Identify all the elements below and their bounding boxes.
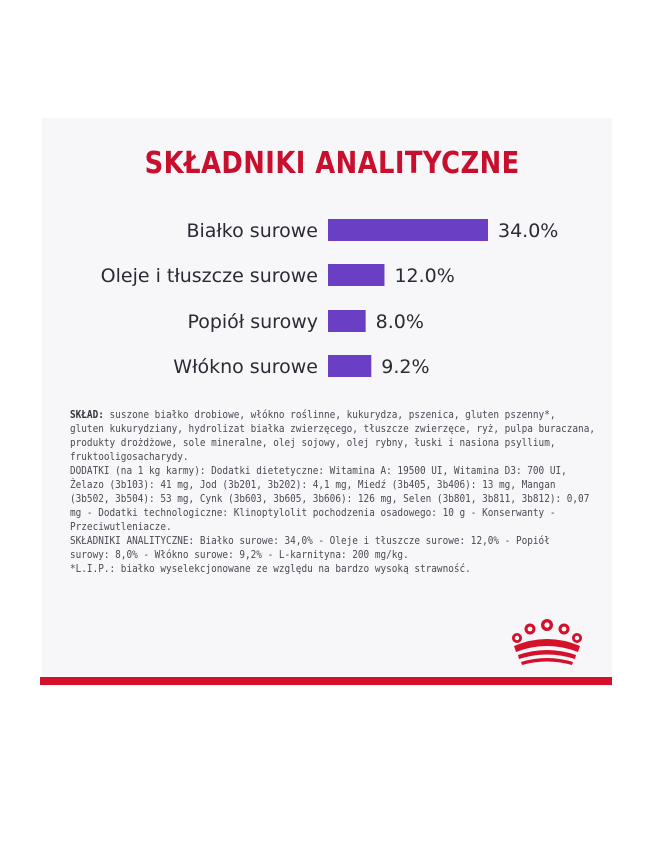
composition-line — [70, 408, 556, 422]
composition-line-text: fruktooligosacharydy. — [70, 451, 189, 463]
composition-line-text: surowy: 8,0% - Włókno surowe: 9,2% - L-karnityna: 200 mg/kg. — [70, 549, 409, 561]
composition-line — [70, 562, 539, 576]
composition-line — [70, 450, 539, 464]
composition-line-text: *L.I.P.: białko wyselekcjonowane ze względu na bardzo wysoką strawność. — [70, 563, 471, 575]
category-label: Białko surowe — [186, 220, 318, 242]
composition-line — [70, 436, 556, 450]
composition-line — [70, 534, 550, 548]
footer-red-stripe — [40, 677, 612, 685]
bar — [328, 219, 488, 241]
composition-line — [70, 464, 567, 478]
category-label: Włókno surowe — [173, 356, 318, 378]
composition-line — [70, 492, 590, 506]
composition-line-text: (3b502, 3b504): 53 mg, Cynk (3b603, 3b605, 3b606): 126 mg, Selen (3b801, 3b811, 3b812): 0,07 — [70, 493, 590, 505]
composition-line-text: Żelazo (3b103): 41 mg, Jod (3b201, 3b202): 4,1 mg, Miedź (3b405, 3b406): 13 mg, Mangan — [70, 479, 556, 491]
bar — [328, 264, 384, 286]
composition-line — [70, 478, 556, 492]
value-label: 8.0% — [375, 311, 424, 333]
chart-title: SKŁADNIKI ANALITYCZNE — [144, 146, 520, 181]
composition-line-text: DODATKI (na 1 kg karmy): Dodatki dietetyczne: Witamina A: 19500 UI, Witamina D3: 700 UI, — [70, 465, 567, 477]
composition-line-text: Przeciwutleniacze. — [70, 521, 172, 533]
value-label: 34.0% — [498, 220, 559, 242]
composition-line — [70, 506, 556, 520]
analytical-components-bar-chart — [0, 0, 666, 400]
value-label: 9.2% — [381, 356, 430, 378]
bar — [328, 310, 366, 332]
composition-line-text: produkty drożdżowe, sole mineralne, olej sojowy, olej rybny, łuski i nasiona psyllium, — [70, 437, 556, 449]
composition-heading: SKŁAD: — [70, 409, 104, 421]
bar — [328, 355, 371, 377]
composition-line-text: gluten kukurydziany, hydrolizat białka zwierzęcego, tłuszcze zwierzęce, ryż, pulpa buraczana, — [70, 423, 596, 435]
composition-line — [70, 422, 596, 436]
royal-canin-crown-icon — [508, 618, 586, 666]
composition-line-text: suszone białko drobiowe, włókno roślinne, kukurydza, pszenica, gluten pszenny*, — [103, 409, 556, 421]
value-label: 12.0% — [394, 265, 455, 287]
composition-line-text: SKŁADNIKI ANALITYCZNE: Białko surowe: 34,0% - Oleje i tłuszcze surowe: 12,0% - Popiół — [70, 535, 550, 547]
composition-line — [70, 548, 539, 562]
composition-line — [70, 520, 539, 534]
composition-text — [70, 408, 596, 576]
composition-line-text: mg - Dodatki technologiczne: Klinoptylolit pochodzenia osadowego: 10 g - Konserwanty - — [70, 507, 556, 519]
category-label: Popiół surowy — [187, 311, 318, 333]
category-label: Oleje i tłuszcze surowe — [100, 265, 318, 287]
